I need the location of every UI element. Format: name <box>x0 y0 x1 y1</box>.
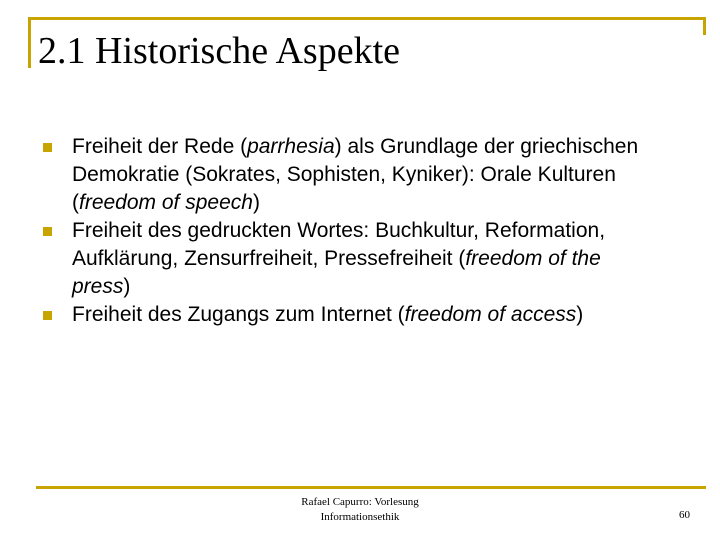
footer-rule <box>36 486 706 489</box>
bullet-text-run: Freiheit der Rede ( <box>72 135 248 158</box>
bullet-italic-term: parrhesia <box>247 135 335 158</box>
title-frame-left-rule <box>28 17 31 68</box>
bullet-text <box>72 135 638 214</box>
bullet-text <box>72 219 605 298</box>
bullet-italic-term: freedom of access <box>404 303 577 326</box>
bullet-text-run: ) <box>576 303 584 326</box>
title-frame-right-rule <box>703 17 706 35</box>
page-number: 60 <box>679 509 690 521</box>
bullet-text-run: ) als Grundlage der griechischen Demokratie (Sokrates, Sophisten, Kyniker): Orale Kulturen ( <box>72 135 639 214</box>
bullet-item <box>0 301 642 329</box>
bullet-text-run: Freiheit des Zugangs zum Internet ( <box>72 303 405 326</box>
bullet-item <box>0 133 642 217</box>
bullet-italic-term: freedom of speech <box>79 191 253 214</box>
footer-credit-line-2: Informationsethik <box>320 511 400 523</box>
bullet-item <box>0 217 642 301</box>
footer-credit-line-1: Rafael Capurro: Vorlesung <box>301 496 419 508</box>
square-bullet-icon <box>43 227 52 236</box>
bullet-list <box>0 133 720 329</box>
footer-credit <box>260 495 460 525</box>
slide-title: 2.1 Historische Aspekte <box>38 30 401 72</box>
square-bullet-icon <box>43 143 52 152</box>
bullet-text-run: ) <box>252 191 260 214</box>
title-frame-top-rule <box>28 17 706 20</box>
square-bullet-icon <box>43 311 52 320</box>
bullet-text-run: ) <box>123 275 131 298</box>
bullet-text-run: Freiheit des gedruckten Wortes: Buchkultur, Reformation, Aufklärung, Zensurfreiheit, Pressefreiheit ( <box>72 219 606 270</box>
bullet-italic-term: freedom of the press <box>72 247 601 298</box>
bullet-text <box>72 303 583 326</box>
